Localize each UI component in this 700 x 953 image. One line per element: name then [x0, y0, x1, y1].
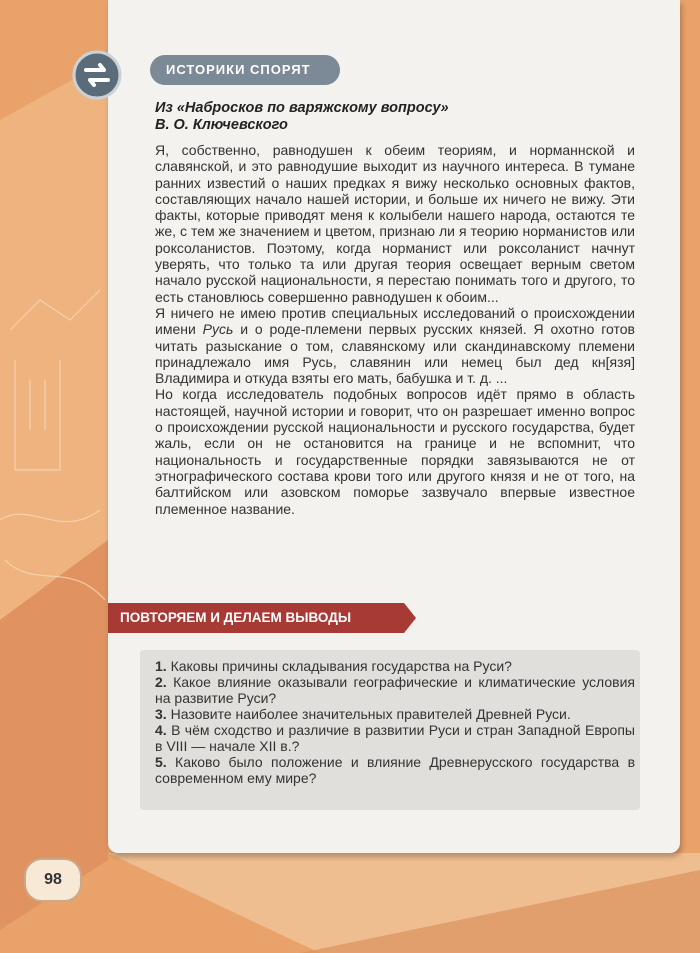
question-item — [155, 706, 635, 722]
question-text: Какое влияние оказывали географические и климатические условия на развитие Руси? — [155, 674, 636, 706]
question-text: Каково было положение и влияние Древнерусского государства в современном ему мире? — [155, 754, 636, 786]
questions-list — [155, 658, 635, 786]
article-paragraph-2-start: Я ничего не имею против специальных исследований о происхождении имени — [155, 304, 635, 338]
article-text — [155, 142, 635, 517]
page-number: 98 — [24, 858, 82, 902]
refresh-arrows-icon — [72, 50, 122, 100]
source-title-line2: В. О. Ключевского — [155, 117, 288, 133]
article-italic-term: Русь — [202, 321, 234, 338]
review-banner: ПОВТОРЯЕМ И ДЕЛАЕМ ВЫВОДЫ — [108, 603, 404, 633]
article-paragraph-1: Я, собственно, равнодушен к обеим теориям, и норманнской и славянской, и это равнодушие выходит из научного интереса. В тумане ранних известий о наших предках я вижу несколько основных фактов, составляющих начало нашей истории, и больше их ничего не вижу. Эти факты, которые приводят меня к колыбели нашего народа, остаются те же, с тем же значением и цветом, признаю ли я теорию норманистов или роксоланистов. Поэтому, когда норманист или роксоланист начнут уверять, что только та или другая теория освещает верным светом начало русской национальности, я перестаю понимать того и другого, то есть становлюсь совершенно равнодушен к обоим... — [155, 142, 635, 305]
question-text: Каковы причины складывания государства на Руси? — [170, 658, 512, 674]
question-item — [155, 674, 635, 706]
article-paragraph-2-end: и о роде-племени первых русских князей. Я охотно готов читать разыскание о том, славянскому или скандинавскому племени принадлежало имя Русь, славянин или немец был дед кн[язя] Владимира и откуда взяты его мать, бабушка и т. д. ... — [155, 321, 635, 387]
question-number: 2. — [155, 674, 167, 690]
source-title — [155, 100, 635, 134]
article-paragraph-3: Но когда исследователь подобных вопросов идёт прямо в область настоящей, научной истории и говорит, что он разрешает именно вопрос о происхождении русской национальности и русского государства, будет жаль, если он не остановится на границе и не вспомнит, что национальность и государственные порядки завязываются не от этнографического состава крови того или другого князя и не от того, на балтийском или азовском поморье зазвучало впервые известное племенное название. — [155, 386, 635, 517]
question-text: Назовите наиболее значительных правителей Древней Руси. — [170, 706, 571, 722]
source-title-line1: Из «Набросков по варяжскому вопросу» — [155, 100, 449, 116]
article-paragraph-2 — [155, 305, 635, 386]
question-item — [155, 658, 635, 674]
question-number: 5. — [155, 754, 167, 770]
question-number: 1. — [155, 658, 167, 674]
review-banner-arrow — [404, 603, 416, 633]
section-label: ИСТОРИКИ СПОРЯТ — [150, 55, 340, 85]
question-item — [155, 754, 635, 786]
question-item — [155, 722, 635, 754]
question-number: 3. — [155, 706, 167, 722]
question-number: 4. — [155, 722, 167, 738]
question-text: В чём сходство и различие в развитии Руси и стран Западной Европы в VIII — начале XII в.? — [155, 722, 635, 754]
